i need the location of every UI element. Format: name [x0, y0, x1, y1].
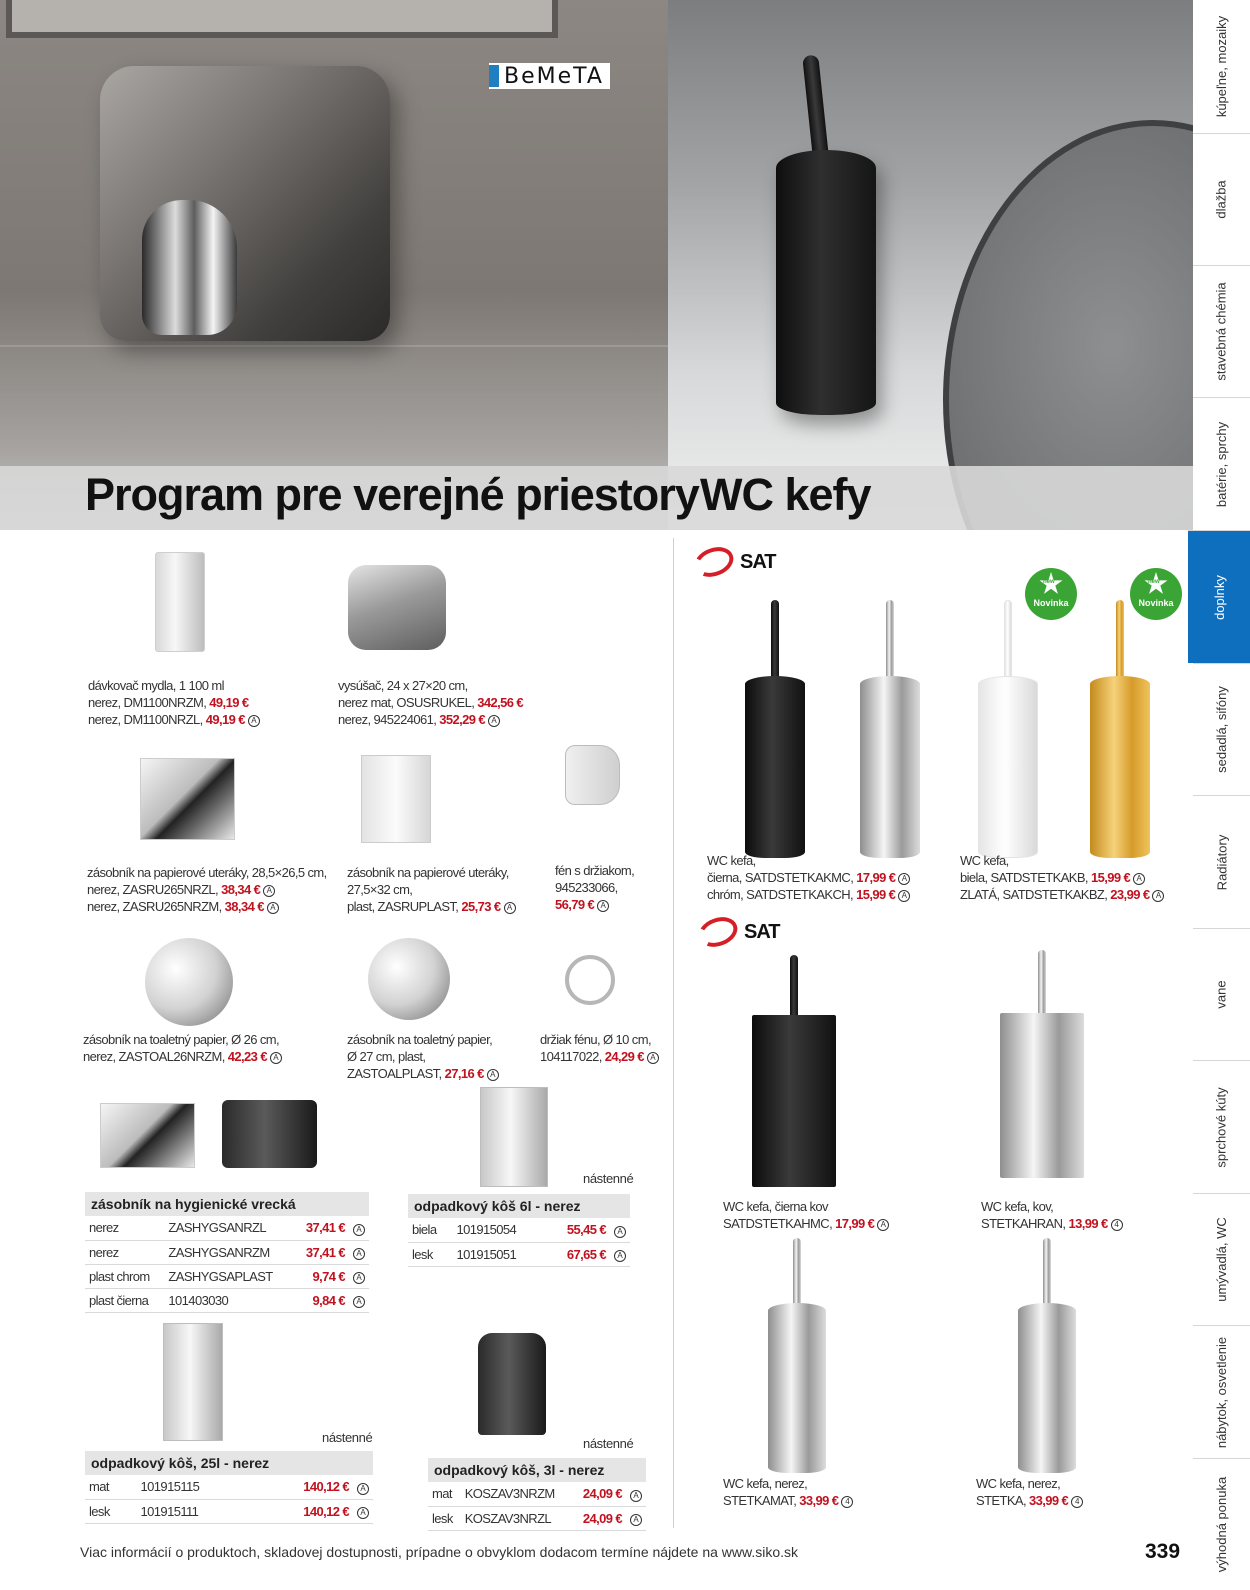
table-row: lesk KOSZAV3NRZL 24,09 € A	[428, 1506, 646, 1530]
availability-icon: A	[248, 715, 260, 727]
toilet-paper-dispenser-steel-desc: zásobník na toaletný papier, Ø 26 cm, nerez, ZASTOAL26NRZM, 42,23 € A	[83, 1031, 282, 1065]
toilet-paper-dispenser-plastic-desc: zásobník na toaletný papier, Ø 27 cm, plast, ZASTOALPLAST, 27,16 € A	[347, 1031, 499, 1082]
bin-25l-image	[163, 1323, 223, 1441]
bin-6l-table: odpadkový kôš 6l - nerez biela 101915054 55,45 € A lesk 101915051 67,65 € A	[408, 1194, 630, 1267]
wc-brush-photo	[668, 0, 1193, 530]
category-tabs	[1193, 0, 1250, 1590]
wc-brush-square-steel-desc: WC kefa, kov, STETKAHRAN, 13,99 € 4	[981, 1198, 1123, 1232]
availability-icon: A	[898, 890, 910, 902]
brush-holder	[776, 150, 876, 415]
wc-brush-black-image	[745, 600, 805, 858]
availability-icon: A	[357, 1507, 369, 1519]
bin-3l-image	[478, 1333, 546, 1435]
footer-note: Viac informácií o produktoch, skladovej dostupnosti, prípadne o obvyklom dodacom termíne nájdete na www.siko.sk	[80, 1544, 799, 1560]
sat-logo: SAT	[698, 918, 780, 946]
table-row: plast chrom ZASHYGSAPLAST 9,74 € A	[85, 1264, 369, 1288]
section-title-public: Program pre verejné priestory	[85, 469, 699, 520]
table-row: nerez ZASHYGSANRZM 37,41 € A	[85, 1240, 369, 1264]
wc-brush-gold-image	[1090, 600, 1150, 858]
table-row: nerez ZASHYGSANRZL 37,41 € A	[85, 1216, 369, 1240]
hair-dryer-image	[565, 745, 620, 805]
tab-radiatory[interactable]: Radiátory	[1193, 795, 1250, 928]
table-row: mat 101915115 140,12 € A	[85, 1475, 373, 1499]
hero-banner	[0, 0, 1193, 530]
availability-icon: A	[353, 1296, 365, 1308]
availability-icon: A	[353, 1272, 365, 1284]
bin-25l-note: nástenné	[322, 1430, 373, 1445]
tab-sprchove-kuty[interactable]: sprchové kúty	[1193, 1060, 1250, 1193]
bin-3l-table: odpadkový kôš, 3l - nerez mat KOSZAV3NRZM 24,09 € A lesk KOSZAV3NRZL 24,09 € A	[428, 1458, 646, 1531]
wc-brush-gloss-desc: WC kefa, nerez, STETKA, 33,99 € 4	[976, 1475, 1083, 1509]
column-divider	[673, 538, 674, 1528]
availability-icon: A	[353, 1248, 365, 1260]
tab-kupelne[interactable]: kúpeľne, mozaiky	[1214, 15, 1229, 118]
availability-icon: A	[263, 885, 275, 897]
towel-dispenser-plastic-desc: zásobník na papierové uteráky, 27,5×32 cm, plast, ZASRUPLAST, 25,73 € A	[347, 864, 516, 915]
availability-icon: A	[504, 902, 516, 914]
mirror-frame	[6, 0, 558, 38]
availability-icon: 4	[1111, 1219, 1123, 1231]
sat-swirl-icon	[690, 542, 737, 582]
wc-brush-black-chrome-desc: WC kefa, čierna, SATDSTETKAKMC, 17,99 € A chróm, SATDSTETKAKCH, 15,99 € A	[707, 852, 910, 903]
page-number: 339	[1145, 1540, 1181, 1563]
bin-6l-image	[480, 1087, 548, 1187]
availability-icon: A	[647, 1052, 659, 1064]
availability-icon: 4	[841, 1496, 853, 1508]
wc-brush-gloss-image	[1018, 1238, 1076, 1473]
table-row: plast čierna 101403030 9,84 € A	[85, 1288, 369, 1312]
tab-vane[interactable]: vane	[1193, 928, 1250, 1060]
hair-dryer-desc: fén s držiakom, 945233066, 56,79 € A	[555, 863, 635, 912]
towel-dispenser-steel-desc: zásobník na papierové uteráky, 28,5×26,5 cm, nerez, ZASRU265NRZL, 38,34 € A nerez, ZASRU265NRZM, 38,34 € A	[87, 865, 327, 914]
availability-icon: A	[614, 1226, 626, 1238]
tab-baterie-sprchy[interactable]: batérie, sprchy	[1193, 397, 1250, 530]
hygiene-bag-table: zásobník na hygienické vrecká nerez ZASHYGSANRZL 37,41 € A nerez ZASHYGSANRZM 37,41 € A plast chrom ZASHYGSAPLAST 9,74 € A plast čierna 101403030 9,84 € A	[85, 1192, 369, 1313]
toilet-paper-dispenser-plastic-image	[368, 938, 450, 1020]
soap-dispenser-desc: dávkovač mydla, 1 100 ml nerez, DM1100NRZM, 49,19 € nerez, DM1100NRZL, 49,19 € A	[88, 677, 260, 728]
towel-dispenser-steel-image	[140, 758, 235, 840]
tab-dlazba[interactable]: dlažba	[1193, 133, 1250, 265]
novinka-badge: new Novinka	[1130, 568, 1182, 620]
availability-icon: A	[1133, 873, 1145, 885]
availability-icon: A	[267, 902, 279, 914]
wc-brush-square-steel-image	[1000, 950, 1084, 1178]
hand-dryer-image	[348, 565, 446, 650]
tab-doplnky[interactable]: doplnky	[1188, 530, 1250, 663]
availability-icon: A	[630, 1490, 642, 1502]
tab-sedadla-sifony[interactable]: sedadlá, sifóny	[1193, 663, 1250, 795]
toilet-paper-dispenser-steel-image	[145, 938, 233, 1026]
wc-brush-white-gold-desc: WC kefa, biela, SATDSTETKAKB, 15,99 € A ZLATÁ, SATDSTETKAKBZ, 23,99 € A	[960, 852, 1164, 903]
sat-logo: SAT	[694, 548, 776, 576]
availability-icon: A	[488, 715, 500, 727]
wc-brush-matte-desc: WC kefa, nerez, STETKAMAT, 33,99 € 4	[723, 1475, 853, 1509]
hand-dryer-nozzle	[142, 200, 237, 335]
hand-dryer-desc: vysúšač, 24 x 27×20 cm, nerez mat, OSUSRUKEL, 342,56 € nerez, 945224061, 352,29 € A	[338, 678, 524, 727]
availability-icon: A	[877, 1219, 889, 1231]
availability-icon: A	[357, 1483, 369, 1495]
availability-icon: A	[270, 1052, 282, 1064]
novinka-badge: new Novinka	[1025, 568, 1077, 620]
wc-brush-black-square-desc: WC kefa, čierna kov SATDSTETKAHMC, 17,99 € A	[723, 1198, 889, 1232]
sat-swirl-icon	[694, 912, 741, 952]
wc-brush-white-image	[978, 600, 1038, 858]
availability-icon: A	[630, 1514, 642, 1526]
bin-6l-note: nástenné	[583, 1171, 634, 1186]
wc-brush-chrome-image	[860, 600, 920, 858]
availability-icon: A	[1152, 890, 1164, 902]
tab-vyhodna-ponuka[interactable]: výhodná ponuka	[1193, 1458, 1250, 1590]
availability-icon: A	[614, 1250, 626, 1262]
dryer-holder-desc: držiak fénu, Ø 10 cm, 104117022, 24,29 € A	[540, 1031, 659, 1065]
bemeta-logo: BeMeTA	[489, 63, 610, 89]
tab-nabytok-osvetlenie[interactable]: nábytok, osvetlenie	[1193, 1325, 1250, 1458]
hygiene-bag-dispenser-steel-image	[100, 1103, 195, 1168]
hygiene-bag-dispenser-black-image	[222, 1100, 317, 1168]
table-row: biela 101915054 55,45 € A	[408, 1218, 630, 1242]
wc-brush-black-square-image	[752, 955, 836, 1187]
table-row: mat KOSZAV3NRZM 24,09 € A	[428, 1482, 646, 1506]
bin-3l-note: nástenné	[583, 1436, 634, 1451]
tab-stavebna-chemia[interactable]: stavebná chémia	[1193, 265, 1250, 397]
wc-brush-matte-image	[768, 1238, 826, 1473]
table-row: lesk 101915111 140,12 € A	[85, 1499, 373, 1523]
availability-icon: A	[487, 1069, 499, 1081]
section-title-wc-brushes: WC kefy	[700, 469, 871, 520]
dryer-holder-image	[565, 955, 615, 1005]
bin-25l-table: odpadkový kôš, 25l - nerez mat 101915115 140,12 € A lesk 101915111 140,12 € A	[85, 1451, 373, 1524]
availability-icon: 4	[1071, 1496, 1083, 1508]
availability-icon: A	[597, 900, 609, 912]
availability-icon: A	[898, 873, 910, 885]
availability-icon: A	[353, 1224, 365, 1236]
soap-dispenser-image	[155, 552, 205, 652]
towel-dispenser-plastic-image	[361, 755, 431, 843]
table-row: lesk 101915051 67,65 € A	[408, 1242, 630, 1266]
tab-umyvadla-wc[interactable]: umývadlá, WC	[1193, 1193, 1250, 1325]
